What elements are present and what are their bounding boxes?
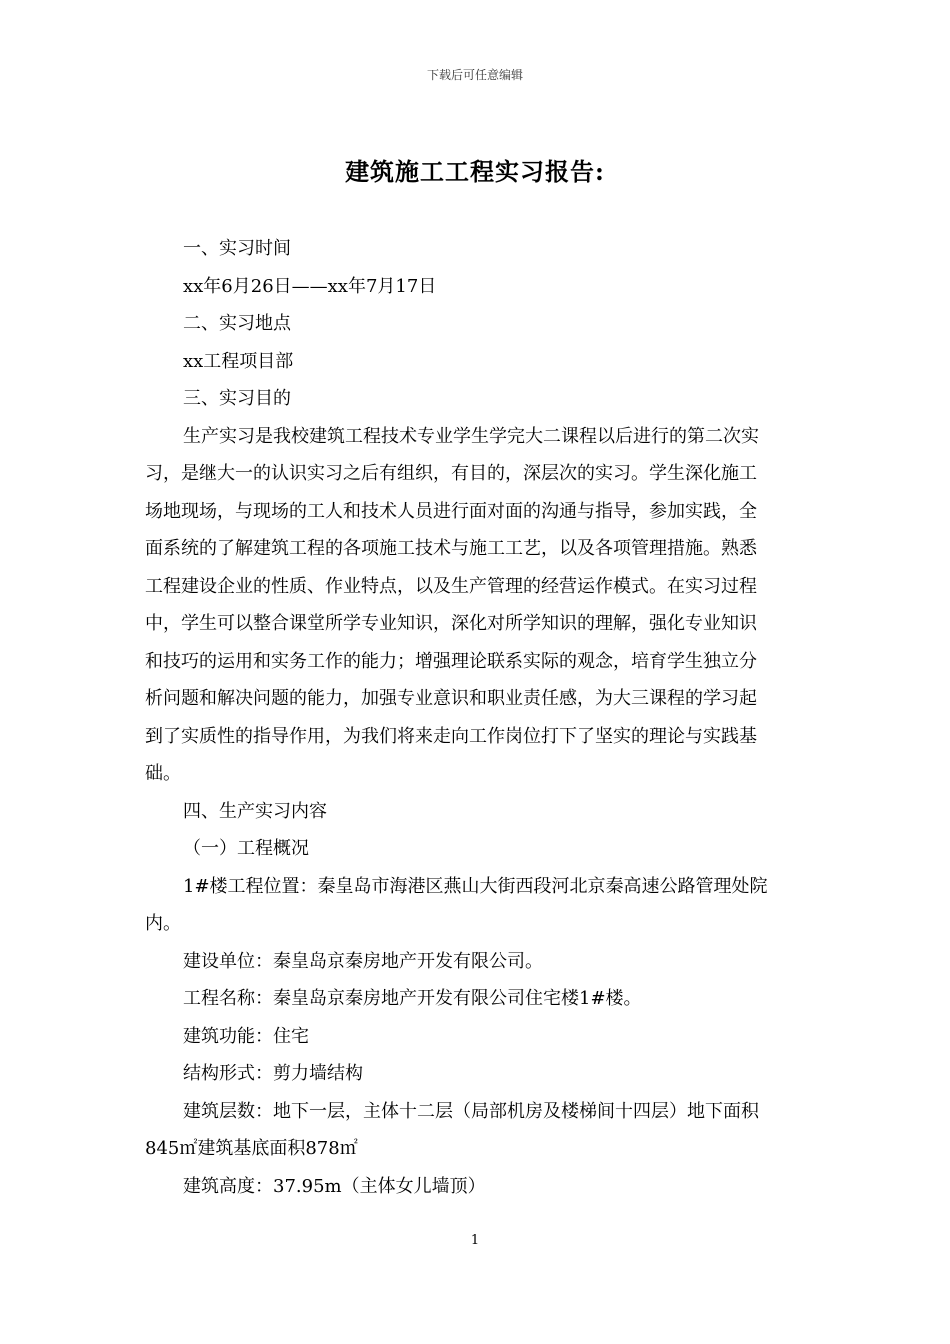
purpose-line: 工程建设企业的性质、作业特点，以及生产管理的经营运作模式。在实习过程: [145, 575, 757, 597]
purpose-line: 础。: [145, 763, 181, 784]
purpose-line: 场地现场，与现场的工人和技术人员进行面对面的沟通与指导，参加实践，全: [145, 500, 757, 522]
floors-info-line: 建筑层数：地下一层，主体十二层（局部机房及楼梯间十四层）地下面积: [183, 1100, 759, 1122]
page-number: 1: [470, 1233, 480, 1248]
structure-type-info: 结构形式：剪力墙结构: [183, 1063, 363, 1084]
internship-place: xx工程项目部: [183, 350, 294, 372]
builder-info: 建设单位：秦皇岛京秦房地产开发有限公司。: [183, 950, 543, 972]
purpose-line: 到了实质性的指导作用，为我们将来走向工作岗位打下了坚实的理论与实践基: [145, 725, 757, 747]
section-heading-purpose: 三、实习目的: [183, 388, 291, 409]
building-height-info: 建筑高度：37.95m（主体女儿墙顶）: [183, 1175, 486, 1197]
section-heading-time: 一、实习时间: [183, 238, 291, 259]
purpose-line: 和技巧的运用和实务工作的能力；增强理论联系实际的观念，培育学生独立分: [145, 650, 757, 672]
purpose-line: 习，是继大一的认识实习之后有组织，有目的，深层次的实习。学生深化施工: [145, 463, 757, 484]
internship-dates: xx年6月26日——xx年7月17日: [183, 275, 437, 297]
subsection-heading-overview: （一）工程概况: [183, 838, 309, 859]
project-name-info: 工程名称：秦皇岛京秦房地产开发有限公司住宅楼1#楼。: [183, 988, 642, 1009]
document-body: [145, 230, 807, 1205]
purpose-line: 中，学生可以整合课堂所学专业知识，深化对所学知识的理解，强化专业知识: [145, 613, 757, 634]
purpose-line: 析问题和解决问题的能力，加强专业意识和职业责任感，为大三课程的学习起: [145, 688, 757, 709]
page-header: 下载后可任意编辑: [426, 68, 523, 82]
purpose-line: 面系统的了解建筑工程的各项施工技术与施工工艺，以及各项管理措施。熟悉: [145, 538, 757, 559]
section-heading-place: 二、实习地点: [183, 313, 291, 334]
project-location-line: 1#楼工程位置：秦皇岛市海港区燕山大街西段河北京秦高速公路管理处院: [183, 875, 768, 897]
project-location-line: 内。: [145, 913, 181, 934]
document-title: 建筑施工工程实习报告:: [345, 157, 605, 186]
building-function-info: 建筑功能：住宅: [183, 1025, 309, 1047]
floors-info-line: 845㎡建筑基底面积878㎡: [145, 1138, 358, 1159]
section-heading-content: 四、生产实习内容: [183, 800, 327, 822]
purpose-line: 生产实习是我校建筑工程技术专业学生学完大二课程以后进行的第二次实: [183, 425, 759, 447]
